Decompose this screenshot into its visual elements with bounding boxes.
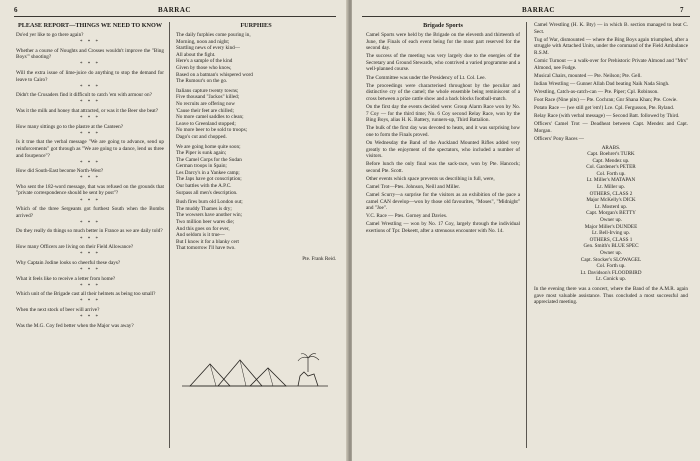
poem-line: And seldom is it true— [176, 232, 225, 239]
race-entry: Capt. Boehrer's TURK [587, 151, 635, 158]
furphies-title: FURPHIES [240, 22, 272, 29]
poem-line: The Piper is sunk again; [176, 150, 227, 157]
column-divider-right [526, 22, 527, 448]
running-head-right: BARRAC [522, 6, 555, 14]
event-paragraph: Wrestling, Catch-as-catch-can — Pte. Piper; Cpl. Robinson. [534, 88, 659, 95]
sports-paragraph: Other events which space prevents us describing in full, were, [366, 175, 495, 182]
question-item: Was the M.G. Coy fed better when the Major was away? [16, 322, 134, 329]
poem-line: The Camel Corps for the Sudan [176, 156, 242, 163]
poem-line: That tomorrow I'll have two. [176, 245, 236, 252]
sports-paragraph: Camel Scurry—a surprise for the visitors as an exhibition of the pace a camel CAN develop—won by those old favourites, "Moses", "Midnight" and "Joe". [366, 192, 520, 212]
race-entry: OTHERS, CLASS 2 [589, 190, 633, 197]
race-entry: Capt. Morgan's BETTY [586, 210, 636, 217]
race-entry: Col. Forth up. [596, 170, 626, 177]
separator-dots: * * * [80, 299, 100, 305]
race-entry: Lt. Miller's MATAPAN [586, 177, 636, 184]
race-entry: Col. Gardener's PETER [586, 164, 636, 171]
race-entry: Major Miller's DUNDEE [584, 223, 638, 230]
race-header: ARABS. [601, 144, 621, 151]
sports-paragraph: On the first day the events decided were: Group Alarm Race won by No. 7 Coy — for the third time; No. 6 Coy second Relay Race, won by the Bing Boys, alias H. K. Battery, runners-up, Third Battalion. [366, 103, 520, 124]
poem-line: Leave to Greenland stopped; [176, 120, 236, 127]
things-we-need-column [16, 22, 164, 454]
poem-line: Morning, noon and night; [176, 38, 230, 45]
desert-pyramids-illustration [180, 350, 330, 392]
question-item: What it feels like to receive a letter from home? [16, 275, 116, 282]
poem-line: All about the fight. [176, 51, 216, 58]
separator-dots: * * * [80, 40, 100, 46]
poem-line: The muddy Thames is dry; [176, 205, 232, 212]
poem-signature: Pte. Frank Reid. [302, 256, 336, 262]
race-entry: Capt. Mendez up. [592, 157, 630, 164]
question-item: Was it the milk and honey that attracted, or was it the Beer she beat? [16, 107, 159, 114]
poem-line: We are going home quite soon; [176, 143, 241, 150]
poem-line: The wowsers have another win; [176, 212, 242, 219]
poem-line: Dago's cut and chopped. [176, 133, 227, 140]
poem-line: Italians capture twenty towns; [176, 87, 239, 94]
race-entry: Lt. Davidson's FLOODBIRD [580, 269, 642, 276]
question-item: How did South-East become North-West? [16, 168, 104, 175]
poem-line: 'Cause their feet are chilled; [176, 107, 234, 114]
separator-dots: * * * [80, 220, 100, 226]
race-entry: Lt. Mosterd up. [594, 203, 628, 210]
sports-paragraph: The proceedings were characterised throughout by the peculiar and distinctive cry of the camel; the whole ensemble being reminiscent of a cross between a prize cattle show and a back blocks football-match. [366, 82, 520, 102]
separator-dots: * * * [80, 283, 100, 289]
event-paragraph: Officers' Camel Trot — Deadheat between Capt. Mendez and Capt. Morgan. [534, 121, 688, 134]
race-entry: OTHERS, CLASS 1 [589, 236, 633, 243]
question-item: Will the extra issue of lime-juice do anything to stop the demand for leave to Cairo? [16, 69, 164, 83]
race-entry: Gen. Smith's BLUE SPEC [583, 243, 639, 250]
poem-line: Les Darcy's in a Yankee camp; [176, 169, 240, 176]
furphies-poem [176, 32, 336, 252]
poem-line: And this goes on for ever, [176, 225, 230, 232]
separator-dots: * * * [80, 176, 100, 182]
poem-line: Our battles with the A.P.C. [176, 183, 232, 190]
brigade-sports-title: Brigade Sports [423, 22, 463, 29]
race-entry: Capt. Stocker's SLOWAGEL [580, 256, 642, 263]
poem-line: No recruits are offering now [176, 100, 235, 107]
poem-line: But I know it for a blanky cert [176, 238, 239, 245]
separator-dots: * * * [80, 252, 100, 258]
question-item: Didn't the Crusaders find it difficult to catch 'em with armour on? [16, 92, 152, 99]
question-item: Is it true that the verbal message "We are going to advance, send up reinforcements" got through as "We are going to a dance, lend us three and fourpence"? [16, 139, 164, 159]
poem-line: Here's a sample of the kind [176, 58, 233, 65]
separator-dots: * * * [80, 314, 100, 320]
sports-paragraph: Camel Wrestling — won by No. 17 Coy, largely through the individual exertions of Tpr. Dekeett, after a strenuous encounter with No. 14. [366, 221, 520, 235]
event-paragraph: Musical Chairs, mounted — Pte. Neilson; Pte. Gell. [534, 72, 642, 79]
events-column [534, 22, 688, 454]
things-we-need-list [16, 32, 164, 329]
question-item: Whether a course of Noughts and Crosses wouldn't improve the "Bing Boys'" shooting? [16, 47, 164, 61]
event-paragraph: Indian Wrestling — Gunner Allah Dad beating Naik Nada Singh. [534, 80, 670, 87]
question-item: Which unit of the Brigade cast all their helmets as being too small? [16, 291, 156, 298]
furphies-column [176, 22, 336, 362]
poem-line: The Japs have got conscription; [176, 176, 242, 183]
sports-paragraph: Camel Trot—Ptes. Johnson, Neill and Miller. [366, 183, 460, 190]
separator-dots: * * * [80, 236, 100, 242]
poem-line: German troops in Spain; [176, 163, 227, 170]
poem-line: No more beer to be sold to troops; [176, 127, 248, 134]
poem-line: The Rumour's on the go. [176, 78, 228, 85]
separator-dots: * * * [80, 62, 100, 68]
event-paragraph: Camel Wrestling (H. K. Bty) — in which B. section managed to beat C. Sect. [534, 22, 688, 35]
header-rule-right [362, 16, 690, 17]
separator-dots: * * * [80, 116, 100, 122]
race-entry: Lt. Conick up. [596, 276, 626, 283]
right-page [352, 0, 700, 461]
header-rule-left [14, 16, 336, 17]
separator-dots: * * * [80, 84, 100, 90]
poem-line: Two million beer wares die; [176, 219, 235, 226]
brigade-sports-text [366, 32, 520, 235]
page-number-left: 6 [14, 6, 18, 14]
question-item: Do they really do things so much better in France as we are daily told? [16, 228, 163, 235]
event-paragraph: Potato Race — (we still get 'em!) Lce. Cpl. Fergusson, Pte. Ryland. [534, 105, 675, 112]
event-paragraph: Officers' Pony Races — [534, 135, 584, 142]
separator-dots: * * * [80, 198, 100, 204]
event-paragraph: Foot Race (Nine pits) — Pte. Cochran; Gnr Shana Khan; Pte. Cowie. [534, 96, 678, 103]
brigade-sports-column [366, 22, 520, 454]
question-item: How many Officers are living on their Field Allowance? [16, 244, 134, 251]
sports-paragraph: Camel Sports were held by the Brigade on the eleventh and thirteenth of June, the Finals of each event being for the most part reserved for the second day. [366, 32, 520, 52]
left-page [0, 0, 348, 461]
separator-dots: * * * [80, 100, 100, 106]
event-paragraph: Relay Race (with verbal message) — Second Batt. followed by Third. [534, 113, 680, 120]
race-entry: Lt. Miller up. [597, 184, 625, 191]
question-item: Why Captain Jodine looks so cheerful these days? [16, 259, 121, 266]
poem-line: No more camel saddles to clean; [176, 114, 244, 121]
separator-dots: * * * [80, 160, 100, 166]
race-entries [534, 151, 688, 283]
poem-line: Startling news of every kind— [176, 45, 240, 52]
separator-dots: * * * [80, 131, 100, 137]
event-paragraph: Comic Turnout — a walk-over for Prehistoric Private Almond and "Mrs" Almond, nee Fudge. [534, 57, 688, 71]
poem-line: Five thousand "Jackos" killed; [176, 94, 240, 101]
question-item: Which of the three Sergeants got furthest South when the Bombs arrived? [16, 206, 164, 219]
poem-line: The daily furphies come pouring in, [176, 32, 251, 38]
events-list [534, 22, 688, 143]
question-item: How many sittings go to the plastre at the Canteen? [16, 123, 124, 130]
sports-paragraph: On Wednesday the Band of the Auckland Mounted Rifles added very greatly to the enjoyment of the spectators, who included a number of visitors. [366, 139, 520, 160]
poem-line: Bush fires burn old London out; [176, 199, 243, 206]
race-entry: Col. Forth up. [596, 263, 626, 270]
closing-paragraph: In the evening there was a concert, where the Band of the A.M.R. again gave most valuable assistance. Thus concluded a most successful and appreciated meeting. [534, 285, 688, 306]
race-entry: Major McKelly's DICK [586, 197, 636, 204]
poem-line: Based on a batman's whispered word [176, 71, 253, 78]
question-item: Do'ed yer like to go there again? [16, 32, 84, 38]
poem-line: Given by those who know, [176, 64, 232, 71]
sports-paragraph: V.C. Race — Ptes. Gorney and Davies. [366, 213, 448, 220]
question-item: When the next stock of beer will arrive? [16, 306, 100, 313]
race-entry: Owner up. [600, 217, 622, 224]
race-entry: Lt. Bell-Irving up. [591, 230, 631, 237]
separator-dots: * * * [80, 267, 100, 273]
running-head-left: BARRAC [158, 6, 191, 14]
sports-paragraph: The success of the meeting was very largely due to the energies of the Secretary and Ground Stewards, who contrived a varied programme and a well-planned course. [366, 53, 520, 73]
poem-line: Surpass all men's description. [176, 189, 238, 196]
things-we-need-title: PLEASE REPORT—THINGS WE NEED TO KNOW [17, 22, 163, 29]
event-paragraph: Tug of War, dismounted — where the Bing Boys again triumphed, after a struggle with Attached Units, under the command of the Field Ambulance R.S.M. [534, 36, 688, 56]
column-divider-left [169, 22, 170, 448]
sports-paragraph: The Committee was under the Presidency of Lt. Col. Lee. [366, 74, 486, 81]
sports-paragraph: The bulk of the first day was devoted to heats, and it was surprising how one to form the Finals proved. [366, 125, 520, 138]
sports-paragraph: Before lunch the only final was the sack-race, won by Pte. Hancock; second Pte. Scott. [366, 161, 520, 174]
race-entry: Owner up. [600, 250, 622, 256]
page-number-right: 7 [680, 6, 684, 14]
question-item: Who sent the 182-word message, that was refused on the grounds that "private correspondence should be sent by post"? [16, 183, 164, 197]
